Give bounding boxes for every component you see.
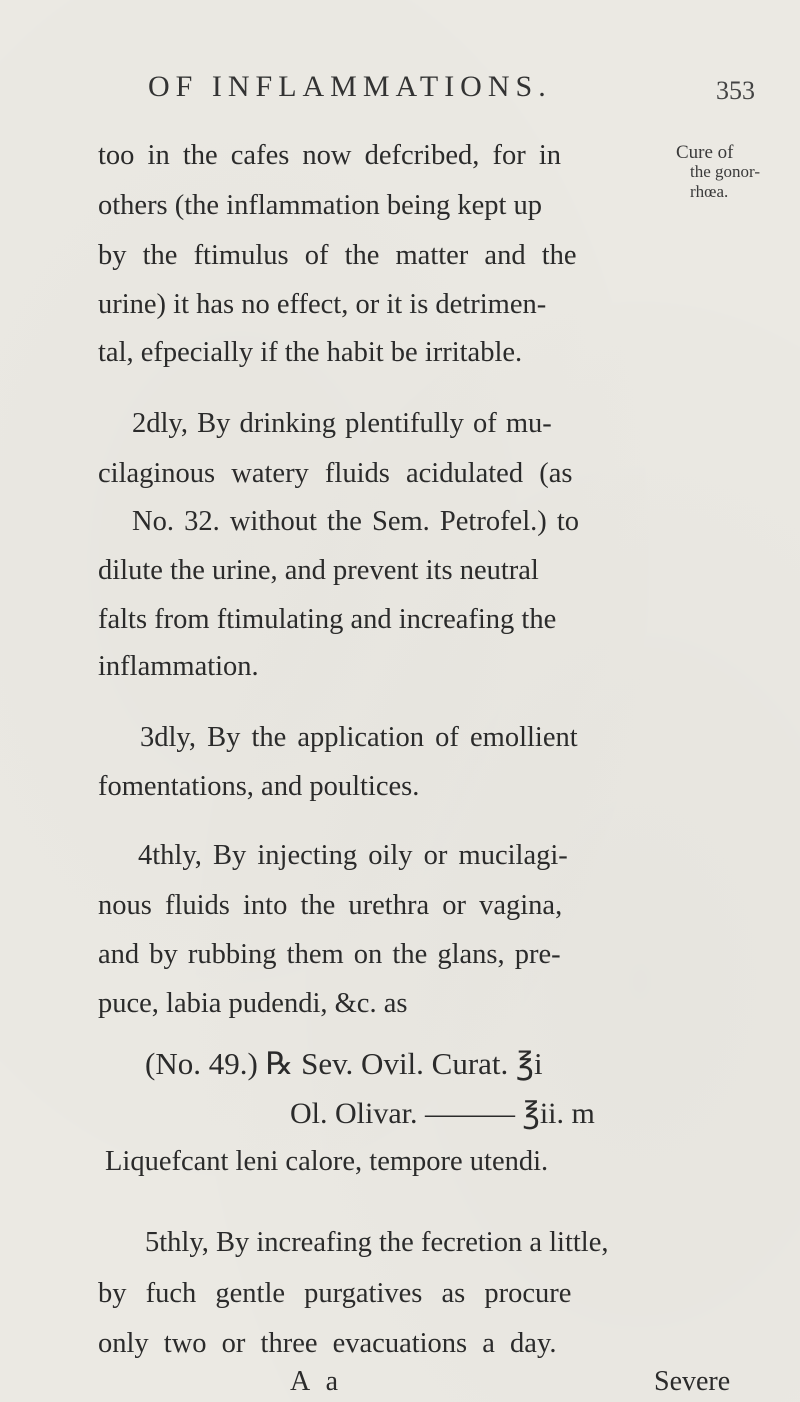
text-line: falts from ftimulating and increafing the	[98, 604, 557, 635]
marginal-note-line-3: rhœa.	[690, 182, 729, 201]
marginal-note-line-1: Cure of	[676, 142, 734, 163]
text-line: puce, labia pudendi, &c. as	[98, 988, 408, 1019]
signature-mark: A a	[290, 1366, 339, 1397]
text-line: too in the cafes now defcribed, for in	[98, 140, 562, 171]
text-line: 3dly, By the application of emollient	[140, 722, 578, 753]
page-number: 353	[716, 76, 755, 105]
marginal-note-line-2: the gonor-	[690, 162, 761, 181]
running-title: OF INFLAMMATIONS.	[148, 70, 552, 103]
text-line: by the ftimulus of the matter and the	[98, 240, 577, 271]
text-line: and by rubbing them on the glans, pre-	[98, 939, 561, 970]
recipe-line: Liquefcant leni calore, tempore utendi.	[105, 1146, 549, 1177]
text-line: others (the inflammation being kept up	[98, 190, 543, 221]
text-line: urine) it has no effect, or it is detrimen-	[98, 289, 547, 320]
recipe-line: (No. 49.) ℞ Sev. Ovil. Curat. ℥i	[145, 1046, 543, 1081]
text-line: 2dly, By drinking plentifully of mu-	[132, 408, 552, 439]
text-line: 4thly, By injecting oily or mucilagi-	[138, 840, 568, 871]
catchword: Severe	[654, 1366, 731, 1397]
text-line: by fuch gentle purgatives as procure	[98, 1278, 572, 1309]
text-line: only two or three evacuations a day.	[98, 1328, 557, 1359]
text-line: cilaginous watery fluids acidulated (as	[98, 458, 573, 489]
text-line: nous fluids into the urethra or vagina,	[98, 890, 563, 921]
text-line: inflammation.	[98, 651, 259, 682]
text-line: No. 32. without the Sem. Petrofel.) to	[132, 506, 580, 537]
text-line: tal, efpecially if the habit be irritable.	[98, 337, 523, 368]
recipe-line: Ol. Olivar. ——— ℥ii. m	[290, 1097, 595, 1130]
text-line: 5thly, By increafing the fecretion a little,	[145, 1227, 609, 1258]
text-line: dilute the urine, and prevent its neutral	[98, 555, 539, 586]
text-line: fomentations, and poultices.	[98, 771, 420, 802]
